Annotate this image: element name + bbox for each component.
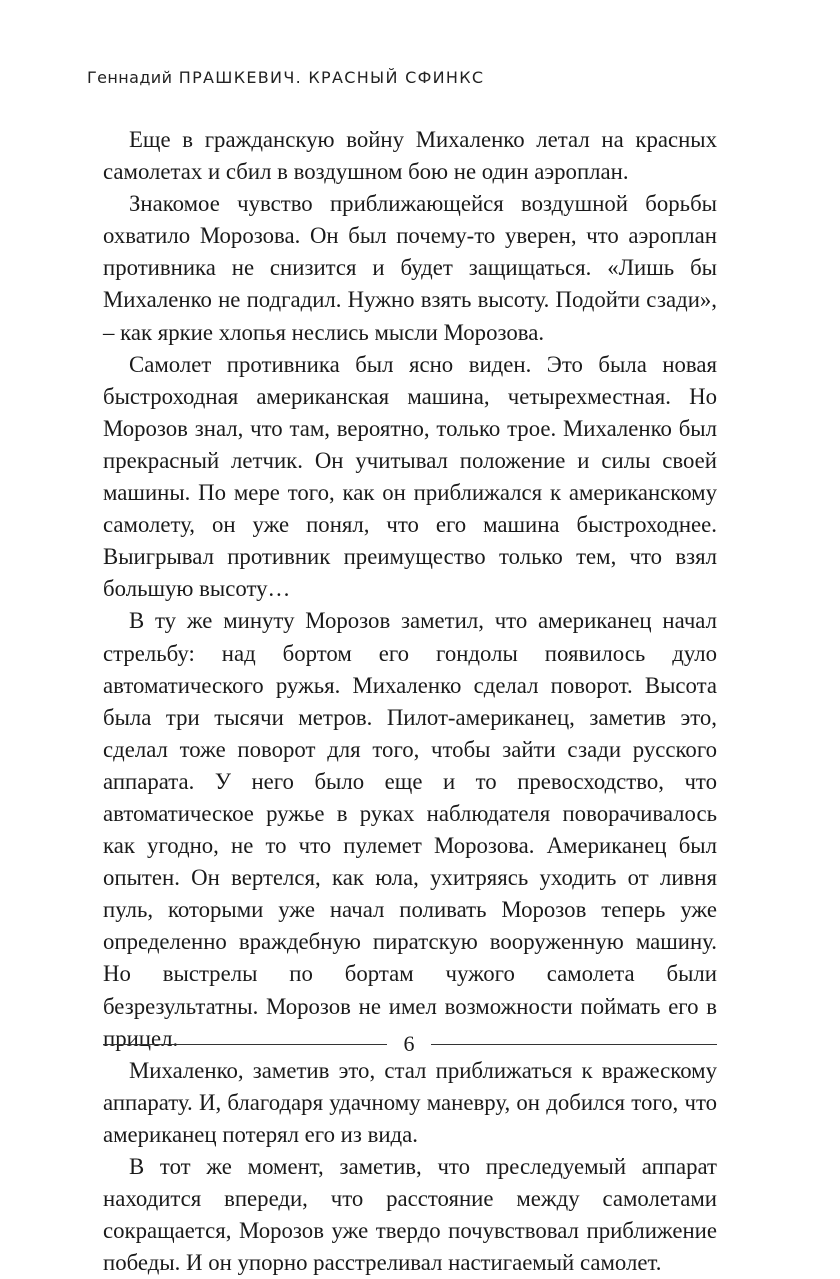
page-footer <box>103 1029 717 1059</box>
header-author-and-title: ПРАШКЕВИЧ. КРАСНЫЙ СФИНКС <box>178 68 485 87</box>
paragraph: Еще в гражданскую войну Михаленко летал на красных самолетах и сбил в воздушном бою не один аэроплан. <box>103 127 717 185</box>
body-text <box>103 124 717 1279</box>
paragraph: Самолет противника был ясно виден. Это была новая быстроходная американская машина, четырехместная. Но Морозов знал, что там, вероятно, только трое. Михаленко был прекрасный летчик. Он учитывал положение и силы своей машины. По мере того, как он приближался к американскому самолету, он уже понял, что его машина быстроходнее. Выигрывал противник преимущество только тем, что взял большую высоту… <box>103 351 717 602</box>
footer-rule-left <box>103 1044 387 1045</box>
paragraph: В ту же минуту Морозов заметил, что американец начал стрельбу: над бортом его гондолы появилось дуло автоматического ружья. Михаленко сделал поворот. Высота была три тысячи метров. Пилот-американец, заметив это, сделал тоже поворот для того, чтобы зайти сзади русского аппарата. У него было еще и то превосходство, что автоматическое ружье в руках наблюдателя поворачивалось как угодно, не то что пулемет Морозова. Американец был опытен. Он вертелся, как юла, ухитряясь уходить от ливня пуль, которыми уже начал поливать Морозов теперь уже определенно враждебную пиратскую вооруженную машину. Но выстрелы по бортам чужого самолета были безрезультатны. Морозов не имел возможности поймать его в прицел. <box>103 608 717 1051</box>
paragraph: Михаленко, заметив это, стал приближаться к вражескому аппарату. И, благодаря удачному маневру, он добился того, что американец потерял его из вида. <box>103 1057 717 1147</box>
paragraph: В тот же момент, заметив, что преследуемый аппарат находится впереди, что расстояние между самолетами сокращается, Морозов уже твердо почувствовал приближение победы. И он упорно расстреливал настигаемый самолет. <box>103 1154 717 1276</box>
running-header <box>87 68 484 87</box>
footer-rule-right <box>431 1044 717 1045</box>
paragraph: Знакомое чувство приближающейся воздушной борьбы охватило Морозова. Он был почему-то уверен, что аэроплан противника не снизится и будет защищаться. «Лишь бы Михаленко не подгадил. Нужно взять высоту. Подойти сзади», – как яркие хлопья неслись мысли Морозова. <box>103 191 717 345</box>
page-number: 6 <box>403 1031 415 1056</box>
header-author-first-name: Геннадий <box>87 68 173 87</box>
